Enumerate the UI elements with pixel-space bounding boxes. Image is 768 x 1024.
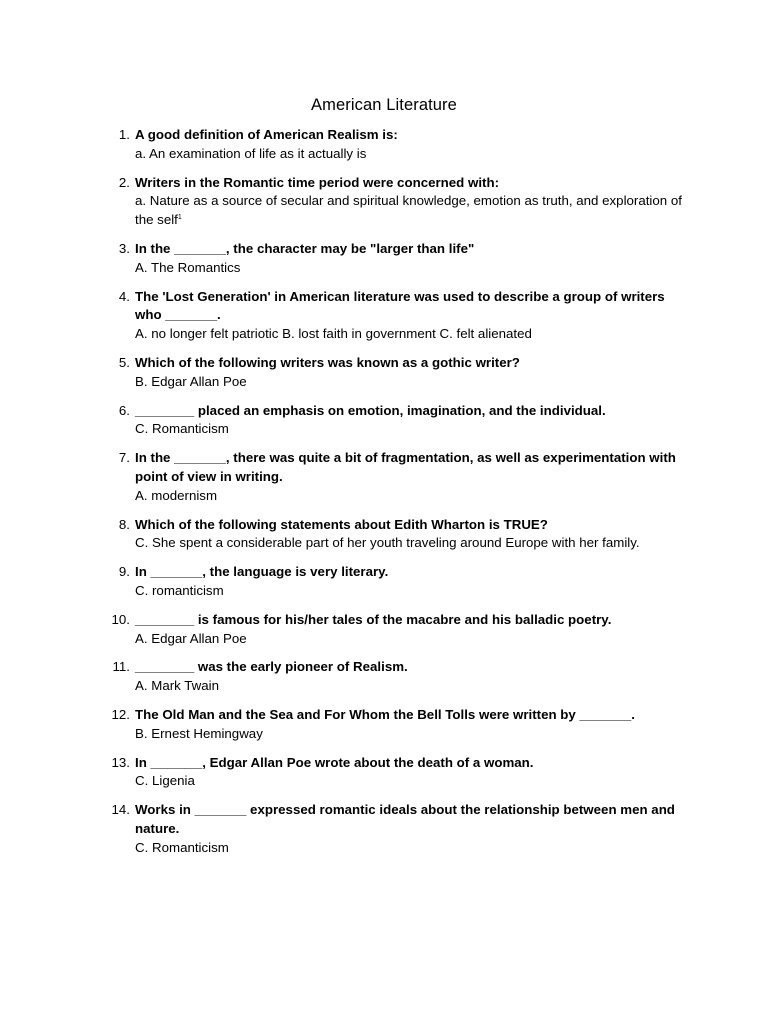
question-item	[104, 288, 684, 344]
answer-text: C. Romanticism	[135, 839, 229, 855]
question-text: ________ placed an emphasis on emotion, imagination, and the individual.	[135, 402, 606, 418]
question-number: 13.	[111, 754, 130, 770]
answer-text: A. no longer felt patriotic B. lost faith in government C. felt alienated	[135, 326, 532, 342]
question-item	[104, 611, 684, 649]
question-list	[104, 126, 684, 868]
question-item	[104, 174, 684, 230]
question-text: Works in _______ expressed romantic ideals about the relationship between men and nature.	[135, 802, 675, 836]
question-number: 7.	[118, 450, 130, 466]
question-item	[104, 126, 684, 164]
question-item	[104, 801, 684, 857]
question-item	[104, 754, 684, 792]
question-text: Which of the following statements about Edith Wharton is TRUE?	[135, 516, 548, 532]
question-item	[104, 354, 684, 392]
question-number: 12.	[111, 706, 130, 722]
question-text: In the _______, the character may be "larger than life"	[135, 240, 475, 256]
question-text: In _______, the language is very literary.	[135, 564, 389, 580]
question-number: 2.	[118, 174, 130, 190]
question-text: ________ is famous for his/her tales of the macabre and his balladic poetry.	[135, 611, 612, 627]
question-text: A good definition of American Realism is:	[135, 127, 398, 142]
question-number: 10.	[111, 611, 130, 627]
answer-text: a. Nature as a source of secular and spiritual knowledge, emotion as truth, and exploration of the self	[135, 193, 682, 228]
question-number: 5.	[118, 354, 130, 370]
question-number: 6.	[118, 402, 130, 418]
answer-container	[135, 192, 684, 230]
question-number: 11.	[112, 659, 130, 675]
question-item	[104, 449, 684, 505]
question-text: The 'Lost Generation' in American literature was used to describe a group of writers who _______.	[135, 288, 665, 323]
answer-text: A. Mark Twain	[135, 678, 219, 694]
question-text: In the _______, there was quite a bit of fragmentation, as well as experimentation with point of view in writing.	[135, 450, 676, 484]
answer-text: A. The Romantics	[135, 259, 241, 275]
question-text: ________ was the early pioneer of Realism.	[135, 659, 408, 675]
document-title: American Literature	[311, 96, 457, 114]
question-number: 8.	[118, 516, 130, 532]
question-item	[104, 706, 684, 744]
answer-text: C. Romanticism	[135, 421, 229, 437]
question-number: 9.	[118, 564, 130, 580]
answer-text: A. modernism	[135, 487, 218, 503]
question-text: In _______, Edgar Allan Poe wrote about the death of a woman.	[135, 754, 534, 770]
question-text: The Old Man and the Sea and For Whom the Bell Tolls were written by _______.	[135, 706, 635, 722]
question-number: 14.	[111, 802, 130, 818]
answer-text: B. Ernest Hemingway	[135, 725, 263, 741]
answer-text: C. Ligenia	[135, 773, 195, 789]
question-text: Writers in the Romantic time period were concerned with:	[135, 174, 500, 190]
footnote-marker[interactable]: 1	[177, 214, 182, 222]
question-number: 4.	[118, 288, 130, 304]
answer-text: C. romanticism	[135, 582, 224, 598]
answer-text: A. Edgar Allan Poe	[135, 630, 247, 646]
answer-text: a. An examination of life as it actually is	[135, 145, 367, 161]
question-item	[104, 658, 684, 696]
question-item	[104, 563, 684, 601]
question-item	[104, 516, 684, 554]
question-text: Which of the following writers was known as a gothic writer?	[135, 354, 520, 370]
question-number: 1.	[118, 127, 130, 142]
question-number: 3.	[118, 240, 130, 256]
question-item	[104, 240, 684, 278]
answer-text: C. She spent a considerable part of her youth traveling around Europe with her family.	[135, 535, 640, 551]
answer-text: B. Edgar Allan Poe	[135, 373, 247, 389]
question-item	[104, 402, 684, 440]
